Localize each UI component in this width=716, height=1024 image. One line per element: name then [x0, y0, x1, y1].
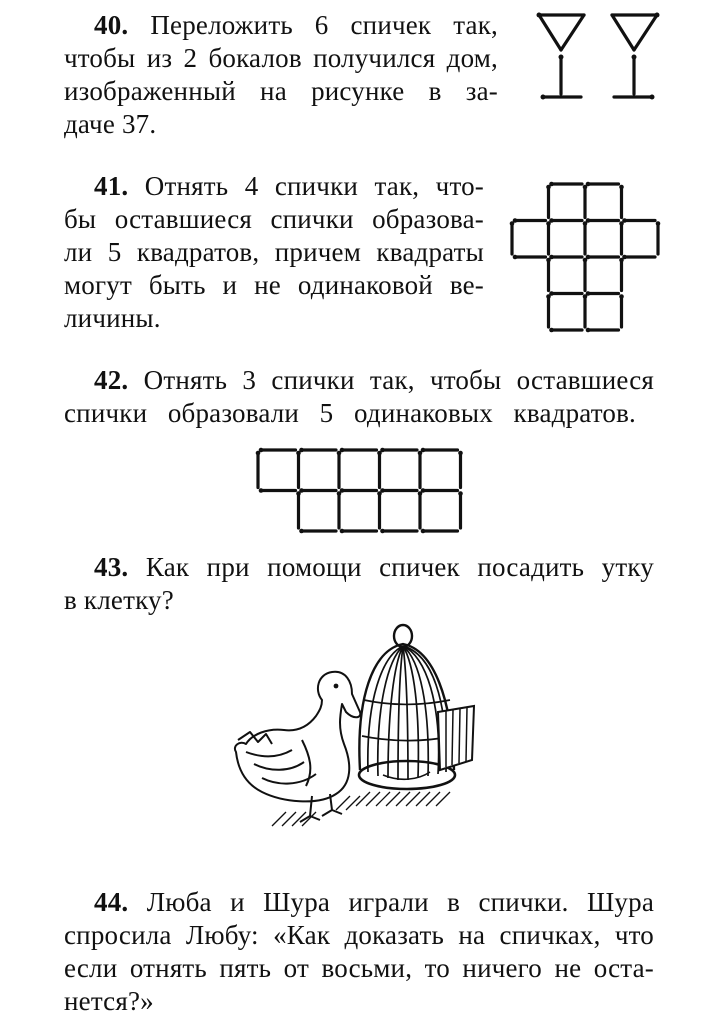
problem-43-line-1: 43. Как при помощи спичек посадить утку: [94, 552, 654, 582]
problem-42-line-1: 42. Отнять 3 спички так, чтобы оставшиеся: [94, 365, 655, 395]
problem-40-number: 40.: [94, 10, 129, 40]
problem-41-line-4: могут быть и не одинаковой ве-: [64, 270, 484, 300]
problem-41-line-1: 41. Отнять 4 спички так, что-: [94, 171, 484, 201]
problem-44-number: 44.: [94, 887, 129, 917]
problem-40-line-4: даче 37.: [64, 109, 157, 139]
problem-44-line-3: если отнять пять от восьми, то ничего не оста-: [64, 953, 654, 983]
problem-41-line-3: ли 5 квадратов, причем квадраты: [64, 237, 484, 267]
problem-43-number: 43.: [94, 552, 129, 582]
problem-44-line-4: нется?»: [64, 986, 154, 1016]
problem-41-line-5: личины.: [64, 303, 161, 333]
problem-42-line-2: спички образовали 5 одинаковых квадратов.: [64, 398, 636, 428]
problem-44-line-1: 44. Люба и Шура играли в спички. Шура: [94, 887, 655, 917]
problem-40-line-1: 40. Переложить 6 спичек так,: [94, 10, 499, 40]
problem-41-line-2: бы оставшиеся спички образова-: [64, 204, 484, 234]
birdcage: [359, 625, 474, 789]
problem-40-line-3: изображенный на рисунке в за-: [64, 76, 498, 106]
problem-43-line-2: в клетку?: [64, 585, 174, 615]
duck: [235, 672, 360, 822]
problem-40-line-2: чтобы из 2 бокалов получился дом,: [64, 43, 498, 73]
problem-44-line-2: спросила Любу: «Как доказать на спичках, что: [64, 920, 654, 950]
problem-42-number: 42.: [94, 365, 129, 395]
problem-41-number: 41.: [94, 171, 129, 201]
